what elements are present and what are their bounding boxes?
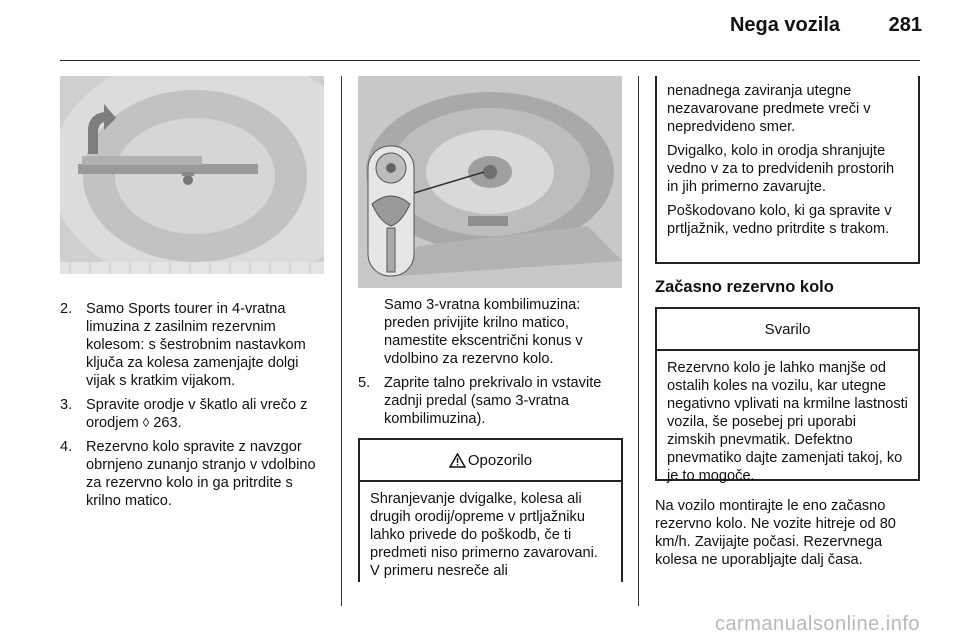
watermark: carmanualsonline.info bbox=[714, 613, 920, 635]
eccentric-cone-illustration bbox=[358, 76, 622, 288]
warning-box bbox=[358, 438, 623, 582]
step-list bbox=[60, 300, 326, 510]
column-2 bbox=[358, 76, 623, 582]
caution-header bbox=[657, 309, 918, 351]
warning-body: Shranjevanje dvigalke, kolesa ali drugih orodij/opreme v prtljažniku lahko privede do poškodb, če ti predmeti niso primerno zavarovani. V primeru nesreče ali bbox=[370, 491, 598, 579]
spare-wheel-well-illustration bbox=[60, 76, 324, 274]
list-item: 5. Zaprite talno prekrivalo in vstavite zadnji predal (samo 3-vratna kombilimuzina). bbox=[358, 375, 602, 427]
column-divider-1 bbox=[341, 76, 342, 606]
note-text: Samo 3-vratna kombilimuzina: preden privijite krilno matico, namestite ekscentrični konus v vdolbino za rezervno kolo. bbox=[384, 297, 583, 367]
warning-cont-paragraph-2: Dvigalko, kolo in orodja shranjujte vedno v za to predvidenih prostorih in jih primerno zavarujte. bbox=[667, 143, 895, 195]
warning-title: Opozorilo bbox=[467, 451, 533, 469]
caution-title: Svarilo bbox=[764, 320, 811, 338]
warning-header bbox=[360, 440, 621, 482]
caution-box bbox=[655, 307, 920, 484]
step-list-2 bbox=[358, 374, 623, 428]
page-title: Nega vozila bbox=[729, 14, 840, 36]
warning-cont-paragraph-3: Poškodovano kolo, ki ga spravite v prtljažnik, vedno pritrdite s trakom. bbox=[667, 203, 892, 237]
section-heading: Začasno rezervno kolo bbox=[655, 278, 834, 296]
column-3 bbox=[655, 76, 920, 575]
column-divider-2 bbox=[638, 76, 639, 606]
page-number: 281 bbox=[888, 14, 922, 36]
cross-reference-icon: ◊ bbox=[142, 415, 150, 430]
caution-body: Rezervno kolo je lahko manjše od ostalih koles na vozilu, kar utegne negativno vplivati na krmilne lastnosti vozila, še posebej pri uporabi zimskih pnevmatik. Defektno pnevmatiko dajte zamenjati takoj, ko je to mogoče. bbox=[667, 360, 908, 484]
header-divider bbox=[60, 60, 920, 61]
list-item: 2. Samo Sports tourer in 4-vratna limuzina z zasilnim rezervnim kolesom: s šestrobnim nastavkom ključa za kolesa zamenjajte dolgi vijak s kratkim vijakom. bbox=[60, 301, 306, 389]
list-item: 3. Spravite orodje v škatlo ali vrečo z orodjem ◊ 263. bbox=[60, 397, 308, 431]
warning-box-continued bbox=[655, 76, 920, 264]
list-item: 4. Rezervno kolo spravite z navzgor obrnjeno zunanjo stranjo v vdolbino za rezervno kolo in ga pritrdite s krilno matico. bbox=[60, 439, 316, 509]
body-paragraph: Na vozilo montirajte le eno začasno rezervno kolo. Ne vozite hitreje od 80 km/h. Zavijajte počasi. Rezervnega kolesa ne uporabljajte dalj časa. bbox=[655, 498, 896, 568]
column-1 bbox=[60, 76, 326, 516]
warning-cont-paragraph-1: nenadnega zaviranja utegne nezavarovane predmete vreči v nepredvideno smer. bbox=[667, 83, 871, 135]
warning-triangle-icon bbox=[449, 453, 466, 468]
